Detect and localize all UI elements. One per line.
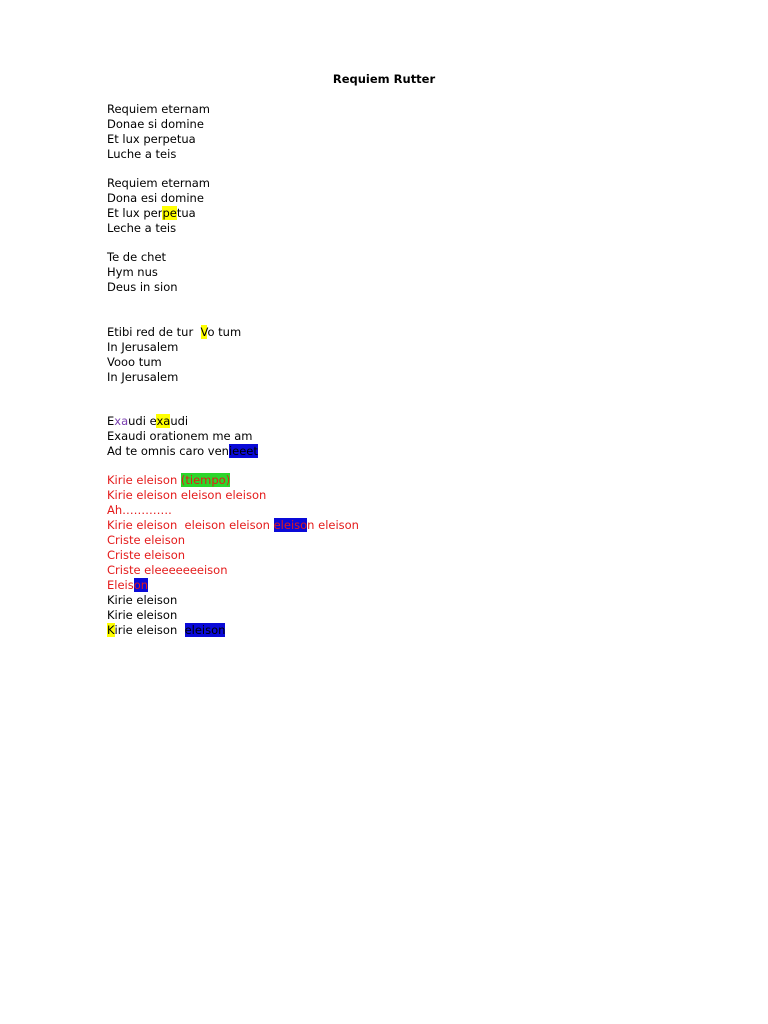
- lyric-line: Requiem eternam: [107, 176, 210, 190]
- lyric-line: [107, 444, 258, 459]
- lyric-line: Criste eleison: [107, 533, 186, 547]
- lyric-segment: tua: [176, 206, 196, 220]
- lyric-segment: udi e: [128, 414, 157, 428]
- lyric-segment: Kirie eleison eleison eleison: [107, 518, 274, 532]
- highlighted-syllable: eleiso: [273, 518, 308, 532]
- highlighted-syllable: V: [200, 325, 208, 339]
- lyric-line: Donae si domine: [107, 117, 204, 131]
- lyric-line: Kirie eleison: [107, 608, 178, 622]
- lyric-segment: E: [107, 414, 115, 428]
- lyric-line: Leche a teis: [107, 221, 177, 235]
- lyric-line: Ah………….: [107, 503, 172, 517]
- lyric-line: [107, 578, 148, 593]
- lyric-line: Vooo tum: [107, 355, 162, 369]
- lyric-segment: irie eleison: [114, 623, 185, 637]
- lyric-line: [107, 206, 196, 221]
- lyric-line: Criste eleeeeeeeison: [107, 563, 228, 577]
- lyric-segment: udi: [170, 414, 189, 428]
- lyric-line: Luche a teis: [107, 147, 177, 161]
- lyric-segment: Etibi red de tur: [107, 325, 201, 339]
- lyric-line: Hym nus: [107, 265, 158, 279]
- highlighted-syllable: K: [107, 623, 115, 637]
- lyric-line: [107, 518, 359, 533]
- lyric-segment: Ad te omnis caro ven: [107, 444, 229, 458]
- lyric-line: In Jerusalem: [107, 370, 179, 384]
- lyric-segment: Et lux per: [107, 206, 163, 220]
- lyric-segment: n eleison: [307, 518, 359, 532]
- lyric-line: [107, 623, 225, 638]
- lyric-line: [107, 325, 241, 340]
- lyric-line: Requiem eternam: [107, 102, 210, 116]
- lyric-line: Exaudi orationem me am: [107, 429, 253, 443]
- colored-syllable: xa: [114, 414, 129, 428]
- highlighted-syllable: on: [133, 578, 149, 592]
- lyric-line: Kirie eleison: [107, 593, 178, 607]
- lyric-line: Te de chet: [107, 250, 167, 264]
- highlighted-syllable: eleison: [184, 623, 226, 637]
- lyric-line: Kirie eleison eleison eleison: [107, 488, 267, 502]
- lyric-line: Dona esi domine: [107, 191, 204, 205]
- lyric-line: [107, 473, 230, 488]
- document-title: Requiem Rutter: [332, 72, 436, 86]
- highlighted-note: (tiempo): [180, 473, 231, 487]
- highlighted-syllable: pe: [162, 206, 177, 220]
- highlighted-syllable: xa: [156, 414, 171, 428]
- lyric-line: Et lux perpetua: [107, 132, 196, 146]
- lyric-segment: Eleis: [107, 578, 134, 592]
- lyric-line: In Jerusalem: [107, 340, 179, 354]
- highlighted-syllable: ieeet: [228, 444, 258, 458]
- lyric-line: [107, 414, 188, 429]
- lyric-line: Criste eleison: [107, 548, 186, 562]
- lyric-segment: Kirie eleison: [107, 473, 181, 487]
- lyric-segment: o tum: [207, 325, 242, 339]
- lyric-line: Deus in sion: [107, 280, 178, 294]
